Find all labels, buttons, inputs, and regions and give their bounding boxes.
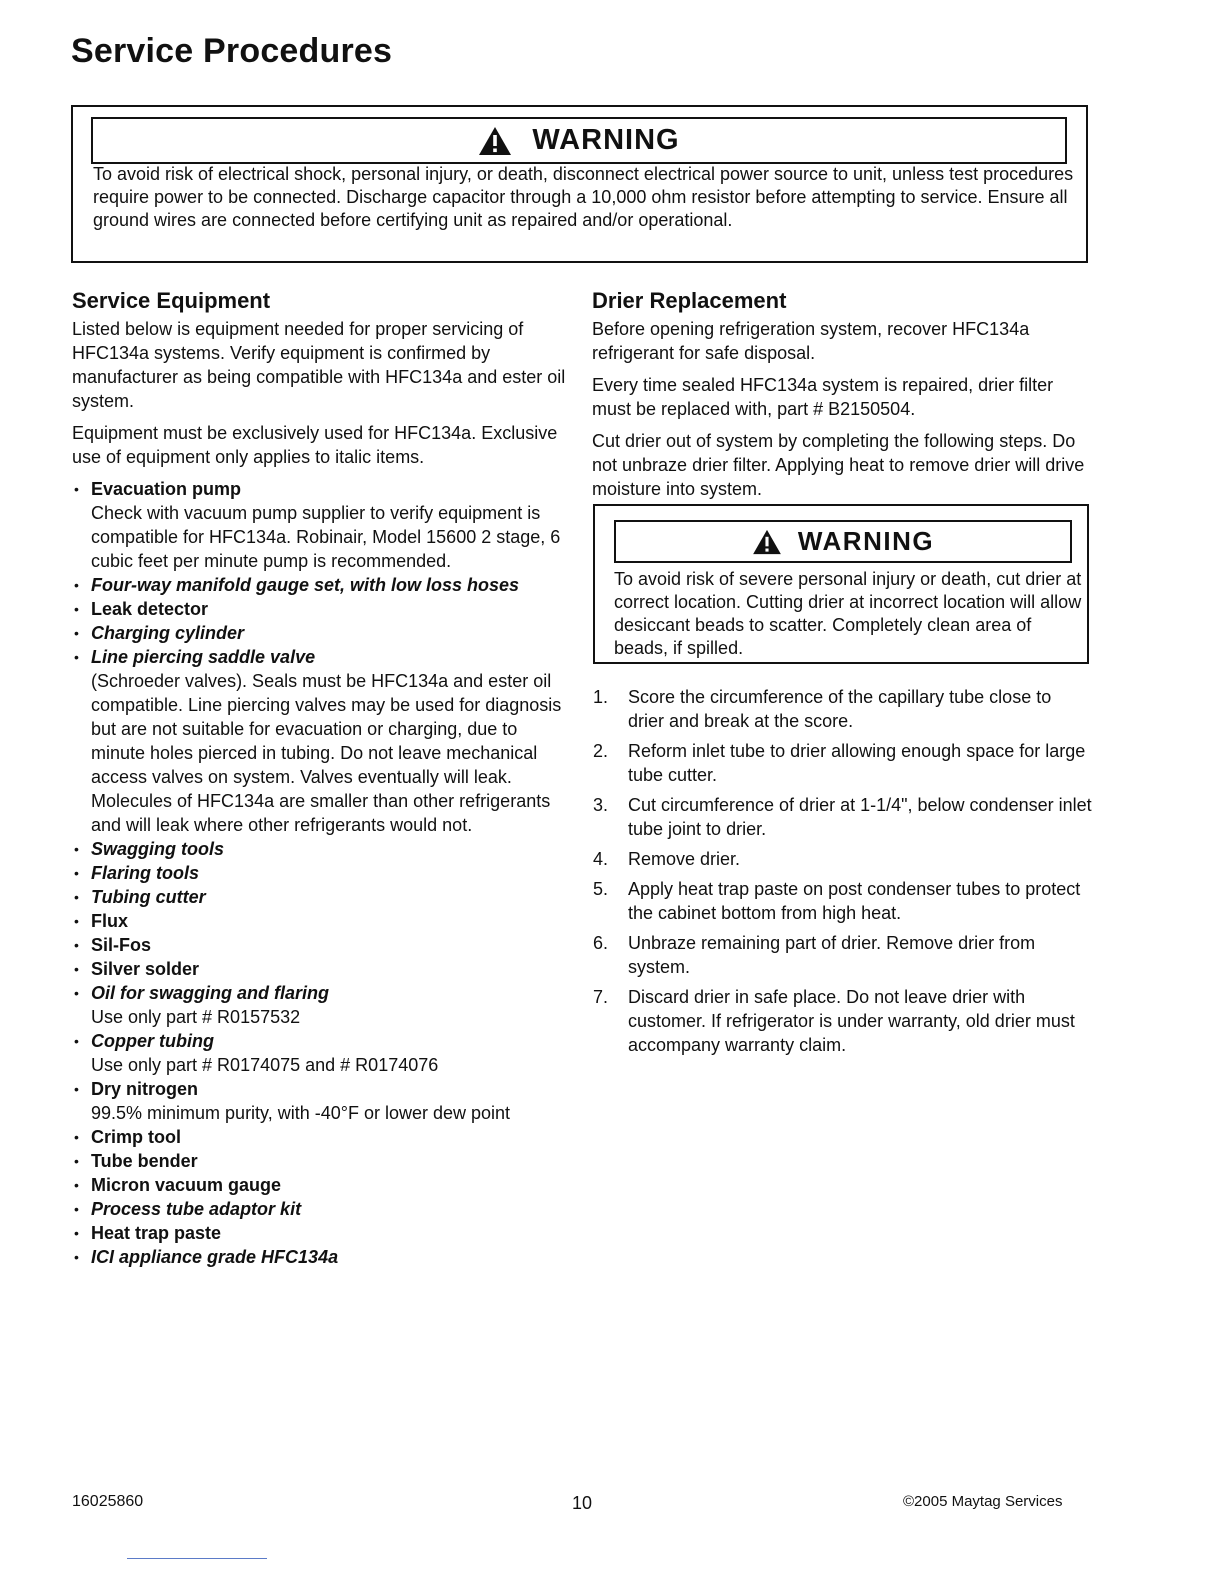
equipment-item (72, 861, 572, 885)
step-number: 1. (593, 687, 609, 707)
step-number: 3. (593, 795, 609, 815)
equipment-name: Leak detector (91, 599, 209, 619)
drier-step (592, 739, 1092, 787)
paragraph: Listed below is equipment needed for proper servicing of HFC134a systems. Verify equipment is confirmed by manufacturer as being compatible with HFC134a and ester oil system. (72, 319, 566, 411)
drier-warning-box (593, 504, 1089, 664)
drier-step (592, 985, 1092, 1057)
step-text: Discard drier in safe place. Do not leave drier with customer. If refrigerator is under warranty, old drier must accompany warranty claim. (628, 987, 1075, 1055)
page-number: 10 (572, 1493, 593, 1513)
equipment-name: Tube bender (91, 1151, 198, 1171)
equipment-item (72, 933, 572, 957)
step-number: 2. (593, 741, 609, 761)
step-text: Cut circumference of drier at 1-1/4", below condenser inlet tube joint to drier. (628, 795, 1092, 839)
paragraph: Before opening refrigeration system, recover HFC134a refrigerant for safe disposal. (592, 319, 1030, 363)
document-number: 16025860 (72, 1493, 144, 1510)
equipment-name: Crimp tool (91, 1127, 181, 1147)
warning-triangle-icon (478, 126, 532, 156)
top-warning-box (71, 105, 1088, 263)
equipment-item (72, 1221, 572, 1245)
drier-steps-container (592, 685, 1092, 1063)
warning-text: To avoid risk of electrical shock, personal injury, or death, disconnect electrical power source to unit, unless test procedures require power to be connected. Discharge capacitor through a 10,000 ohm resistor before attempting to service. Ensure all ground wires are connected before certifying unit as repaired and/or operational. (93, 164, 1074, 230)
equipment-name: ICI appliance grade HFC134a (91, 1247, 339, 1267)
equipment-name: Dry nitrogen (91, 1079, 199, 1099)
drier-step (592, 931, 1092, 979)
warning-header (614, 520, 1072, 563)
equipment-note: Check with vacuum pump supplier to verify equipment is compatible for HFC134a. Robinair, Model 15600 2 stage, 6 cubic feet per minute pump is recommended. (91, 503, 561, 571)
equipment-name: Flaring tools (91, 863, 199, 883)
step-text: Apply heat trap paste on post condenser tubes to protect the cabinet bottom from high heat. (628, 879, 1081, 923)
equipment-item (72, 1197, 572, 1221)
equipment-item (72, 1029, 572, 1077)
equipment-name: Silver solder (91, 959, 200, 979)
section-heading: Drier Replacement (592, 288, 787, 313)
warning-header (91, 117, 1067, 164)
section-heading: Service Equipment (72, 288, 271, 313)
equipment-name: Micron vacuum gauge (91, 1175, 282, 1195)
drier-step (592, 877, 1092, 925)
equipment-item (72, 621, 572, 645)
drier-replacement-section (592, 288, 1097, 509)
equipment-name: Charging cylinder (91, 623, 245, 643)
equipment-item (72, 477, 572, 573)
equipment-item (72, 573, 572, 597)
equipment-name: Oil for swagging and flaring (91, 983, 330, 1003)
equipment-item (72, 837, 572, 861)
equipment-name: Sil-Fos (91, 935, 152, 955)
step-number: 4. (593, 849, 609, 869)
copyright: ©2005 Maytag Services (903, 1493, 1063, 1510)
equipment-list (72, 477, 572, 1269)
equipment-item (72, 1149, 572, 1173)
warning-heading: WARNING (797, 526, 935, 556)
equipment-note: Use only part # R0157532 (91, 1007, 301, 1027)
equipment-name: Swagging tools (91, 839, 224, 859)
equipment-item (72, 909, 572, 933)
paragraph: Every time sealed HFC134a system is repaired, drier filter must be replaced with, part # B2150504. (592, 375, 1054, 419)
equipment-name: Process tube adaptor kit (91, 1199, 302, 1219)
equipment-name: Copper tubing (91, 1031, 214, 1051)
equipment-note: Use only part # R0174075 and # R0174076 (91, 1055, 439, 1075)
step-text: Remove drier. (628, 849, 741, 869)
equipment-note: 99.5% minimum purity, with -40°F or lower dew point (91, 1103, 511, 1123)
equipment-item (72, 1125, 572, 1149)
warning-triangle-icon (752, 529, 798, 555)
step-text: Unbraze remaining part of drier. Remove drier from system. (628, 933, 1036, 977)
warning-heading: WARNING (532, 124, 680, 156)
paragraph: Equipment must be exclusively used for HFC134a. Exclusive use of equipment only applies to italic items. (72, 423, 558, 467)
drier-steps-list (592, 685, 1092, 1057)
equipment-name: Evacuation pump (91, 479, 242, 499)
equipment-name: Four-way manifold gauge set, with low loss hoses (91, 575, 520, 595)
drier-step (592, 847, 1092, 871)
equipment-name: Tubing cutter (91, 887, 206, 907)
equipment-item (72, 1245, 572, 1269)
step-text: Reform inlet tube to drier allowing enough space for large tube cutter. (628, 741, 1086, 785)
step-number: 5. (593, 879, 609, 899)
equipment-name: Heat trap paste (91, 1223, 222, 1243)
drier-step (592, 793, 1092, 841)
warning-text: To avoid risk of severe personal injury or death, cut drier at correct location. Cutting drier at incorrect location will allow desiccant beads to scatter. Completely clean area of beads, if spilled. (614, 569, 1082, 658)
equipment-name: Line piercing saddle valve (91, 647, 316, 667)
equipment-item (72, 885, 572, 909)
service-equipment-section (72, 288, 572, 1269)
step-text: Score the circumference of the capillary tube close to drier and break at the score. (628, 687, 1052, 731)
step-number: 7. (593, 987, 609, 1007)
footer-rule (127, 1558, 267, 1559)
equipment-note: (Schroeder valves). Seals must be HFC134a and ester oil compatible. Line piercing valves may be used for diagnosis but are not suitable for evacuation or charging, due to minute holes pierced in tubing. Do not leave mechanical access valves on system. Valves eventually will leak. Molecules of HFC134a are smaller than other refrigerants and will leak where other refrigerants would not. (91, 671, 562, 835)
equipment-item (72, 645, 572, 837)
drier-step (592, 685, 1092, 733)
equipment-item (72, 1173, 572, 1197)
equipment-item (72, 957, 572, 981)
paragraph: Cut drier out of system by completing the following steps. Do not unbraze drier filter. Applying heat to remove drier will drive moisture into system. (592, 431, 1085, 499)
step-number: 6. (593, 933, 609, 953)
equipment-name: Flux (91, 911, 129, 931)
equipment-item (72, 981, 572, 1029)
equipment-item (72, 1077, 572, 1125)
page-title: Service Procedures (71, 32, 393, 70)
equipment-item (72, 597, 572, 621)
